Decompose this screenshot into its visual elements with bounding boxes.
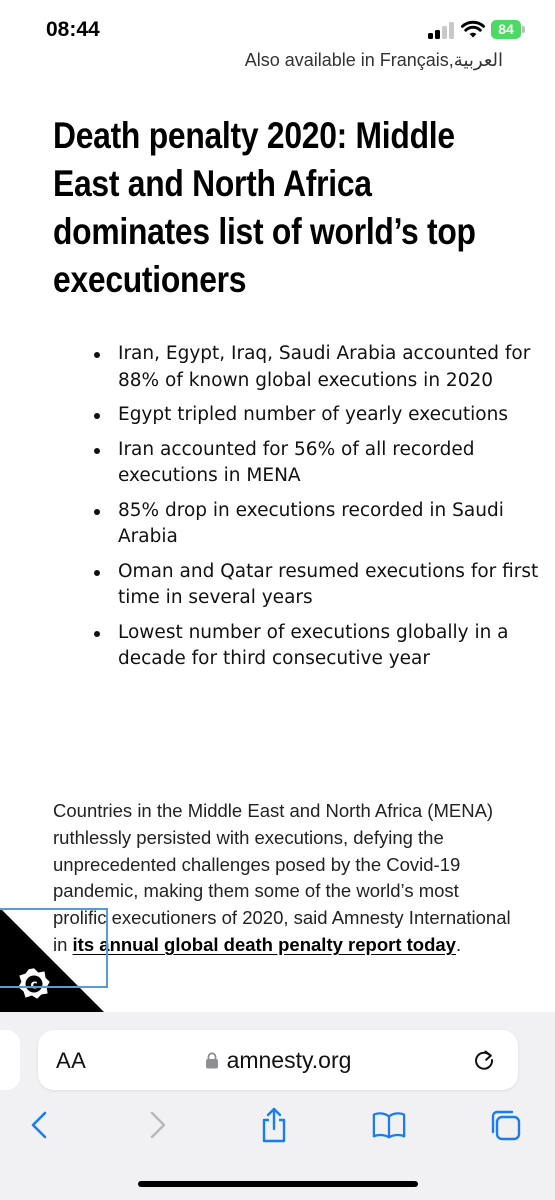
key-point: Oman and Qatar resumed executions for first time in several years <box>118 559 548 612</box>
wifi-icon <box>461 19 485 39</box>
browser-toolbar <box>0 1098 555 1154</box>
tabs-icon <box>488 1108 522 1142</box>
report-link[interactable]: its annual global death penalty report today <box>72 933 456 955</box>
body-text: Countries in the Middle East and North Africa (MENA) ruthlessly persisted with executions, defying the unprecedented challenges posed by the Covid-19 pandemic, making them some of the world’s most prolific executioners of 2020, said Amnesty International in <box>53 800 511 955</box>
forward-icon <box>148 1110 168 1140</box>
key-point: Egypt tripled number of yearly executions <box>118 402 548 429</box>
previous-tab-edge[interactable] <box>0 1030 20 1090</box>
svg-text:c: c <box>30 977 38 992</box>
tabs-button[interactable] <box>488 1108 522 1142</box>
bookmarks-button[interactable] <box>372 1108 406 1142</box>
body-end: . <box>455 933 462 955</box>
cellular-signal-icon <box>428 21 456 39</box>
language-availability: Also available in Français,العربية <box>244 50 503 70</box>
battery-level: 84 <box>491 20 521 39</box>
key-points-list <box>88 341 548 681</box>
status-time: 08:44 <box>46 18 100 41</box>
share-button[interactable] <box>257 1108 291 1142</box>
key-point: Iran, Egypt, Iraq, Saudi Arabia accounted for 88% of known global executions in 2020 <box>118 341 548 394</box>
battery-tip <box>522 26 525 33</box>
focus-outline <box>0 908 108 988</box>
back-icon <box>29 1110 49 1140</box>
share-icon <box>259 1107 289 1143</box>
article-headline: Death penalty 2020: Middle East and North Africa dominates list of world’s top executioners <box>53 115 476 300</box>
key-point: 85% drop in executions recorded in Saudi Arabia <box>118 498 548 551</box>
forward-button[interactable] <box>141 1108 175 1142</box>
text-size-label: AA <box>56 1048 87 1073</box>
home-indicator[interactable] <box>138 1181 418 1187</box>
key-point: Iran accounted for 56% of all recorded executions in MENA <box>118 437 548 490</box>
url-text: amnesty.org <box>226 1046 352 1073</box>
article-body <box>53 798 515 959</box>
address-bar[interactable] <box>38 1030 518 1090</box>
bookmarks-icon <box>372 1110 406 1140</box>
back-button[interactable] <box>22 1108 56 1142</box>
reload-icon[interactable] <box>472 1048 496 1072</box>
url-display[interactable] <box>38 1030 518 1090</box>
lock-icon <box>205 1052 219 1069</box>
key-point: Lowest number of executions globally in a decade for third consecutive year <box>118 620 548 673</box>
